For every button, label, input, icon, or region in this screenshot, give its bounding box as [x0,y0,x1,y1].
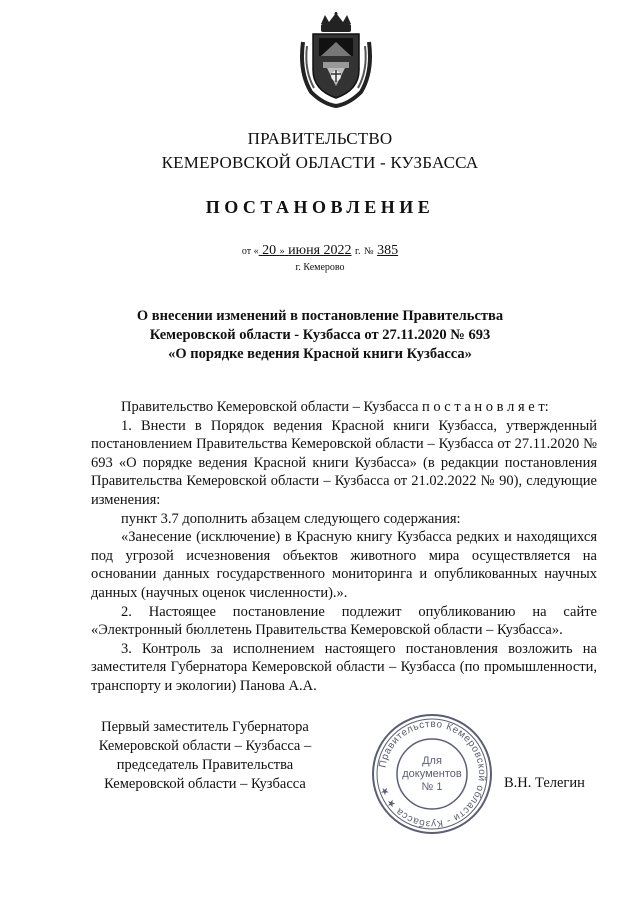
paragraph-1a: пункт 3.7 дополнить абзацем следующего содержания: [121,510,461,527]
official-stamp [370,712,494,836]
paragraph-2: 2. Настоящее постановление подлежит опубликованию на сайте «Электронный бюллетень Правительства Кемеровской области – Кузбасса». [91,603,597,639]
date-prefix: от « [241,246,259,257]
svg-text:Правительство Кемеровской обла: Правительство Кемеровской области - Кузбасса ★ ★ [377,718,488,830]
svg-text:документов: документов [402,768,462,780]
city-label: г. Кемерово [295,262,345,273]
resolution-intro: Правительство Кемеровской области – Кузбасса п о с т а н о в л я е т: [121,399,549,415]
document-subject [0,307,640,364]
svg-text:№ 1: № 1 [421,781,443,793]
document-number: 385 [377,243,399,258]
document-type-title: ПОСТАНОВЛЕНИЕ [205,197,435,217]
subject-line: «О порядке ведения Красной книги Кузбасса» [168,346,472,362]
org-name-line2: КЕМЕРОВСКОЙ ОБЛАСТИ - КУЗБАССА [161,153,479,172]
number-prefix: № [364,246,374,257]
paragraph-1: 1. Внести в Порядок ведения Красной книги Кузбасса, утвержденный постановлением Правительства Кемеровской области – Кузбасса от 27.11.2020 № 693 «О порядке ведения Красной книги Кузбасса» (в редакции постановления Правительства Кемеровской области – Кузбасса от 21.02.2022 № 90), следующие изменения: [91,417,597,508]
signatory-name: В.Н. Телегин [504,775,585,791]
date-year-suffix: г. [355,246,361,257]
svg-text:Для: Для [422,755,442,767]
paragraph-1b: «Занесение (исключение) в Красную книгу Кузбасса редких и находящихся под угрозой исчезновения объектов животного мира осуществляется на основании данных государственного мониторинга и опубликованных научных данных (научных оценок численности).». [91,529,597,601]
coat-of-arms-icon [297,12,375,108]
document-body [91,398,597,696]
org-name-line1: ПРАВИТЕЛЬСТВО [247,129,393,148]
subject-line: О внесении изменений в постановление Правительства [136,308,504,324]
paragraph-3: 3. Контроль за исполнением настоящего постановления возложить на заместителя Губернатора Кемеровской области – Кузбасса (по промышленности, транспорту и экологии) Панова А.А. [91,640,597,694]
date-day: 20 » июня 2022 [262,243,352,258]
signatory-position: Первый заместитель Губернатора Кемеровской области – Кузбасса – председатель Правительства Кемеровской области – Кузбасса [98,719,312,792]
subject-line: Кемеровской области - Кузбасса от 27.11.2020 № 693 [149,327,491,343]
date-number-line [0,243,640,259]
